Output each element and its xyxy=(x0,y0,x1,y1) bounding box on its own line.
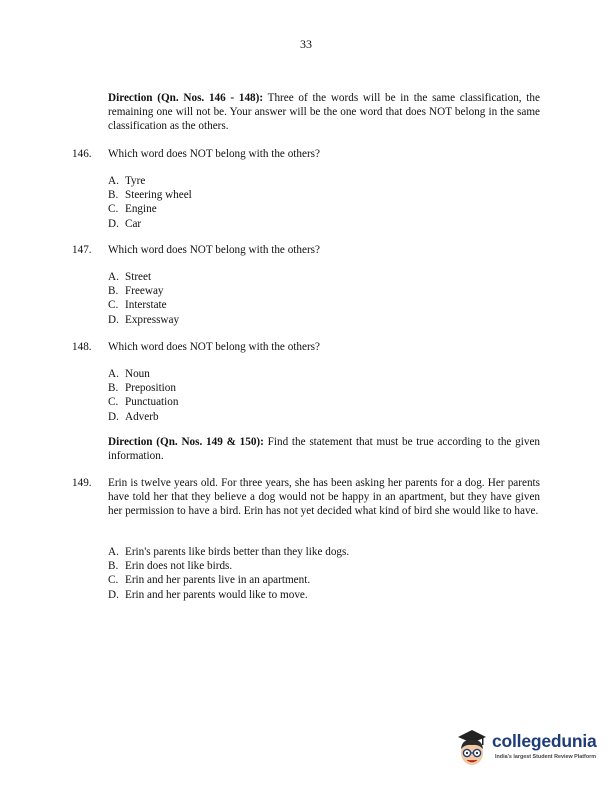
option-letter: D. xyxy=(108,313,119,326)
option-list xyxy=(108,270,179,327)
option-text: Freeway xyxy=(125,285,164,298)
option-item xyxy=(108,545,349,559)
collegedunia-brand xyxy=(452,727,602,769)
option-text: Adverb xyxy=(125,410,159,423)
option-text: Preposition xyxy=(125,382,176,395)
option-letter: C. xyxy=(108,203,119,216)
option-letter: A. xyxy=(108,175,119,187)
option-letter: D. xyxy=(108,410,119,423)
option-item xyxy=(108,410,178,424)
option-item xyxy=(108,559,349,573)
option-letter: C. xyxy=(108,396,119,409)
option-item xyxy=(108,298,179,312)
option-item xyxy=(108,588,349,602)
question-number: 149. xyxy=(72,477,92,489)
brand-tagline: India's largest Student Review Platform xyxy=(495,754,597,760)
option-letter: A. xyxy=(108,271,119,283)
option-text: Car xyxy=(125,217,142,230)
option-item xyxy=(108,395,178,409)
question-text: Which word does NOT belong with the others? xyxy=(108,148,320,160)
question-text: Which word does NOT belong with the others? xyxy=(108,244,320,256)
option-item xyxy=(108,202,192,216)
option-letter: D. xyxy=(108,217,119,230)
question-text: Erin is twelve years old. For three years, she has been asking her parents for a dog. Her parents have told her that they believe a dog would not be happy in an apartment, but they have given her permission to have a bird. Erin has not yet decided what kind of bird she would like to have. xyxy=(108,477,540,518)
option-letter: A. xyxy=(108,546,119,558)
brand-name: collegedunia xyxy=(492,731,597,751)
question-number: 148. xyxy=(72,341,92,353)
option-item xyxy=(108,174,192,188)
page-number: 33 xyxy=(300,37,312,51)
option-item xyxy=(108,573,349,587)
option-letter: D. xyxy=(108,588,119,601)
option-letter: A. xyxy=(108,368,119,380)
direction-text: Find the statement that must be true according to the given information. xyxy=(108,436,541,463)
option-text: Erin does not like birds. xyxy=(125,560,233,573)
option-item xyxy=(108,217,192,231)
question-text: Which word does NOT belong with the others? xyxy=(108,341,320,353)
option-text: Steering wheel xyxy=(125,189,192,202)
option-item xyxy=(108,381,178,395)
option-text: Noun xyxy=(125,368,150,380)
mascot-logo-icon xyxy=(452,727,492,769)
option-letter: B. xyxy=(108,560,119,573)
option-list xyxy=(108,367,178,424)
question-number: 147. xyxy=(72,244,92,256)
question-number: 146. xyxy=(72,148,92,160)
direction-paragraph xyxy=(108,91,540,134)
option-letter: B. xyxy=(108,285,119,298)
option-text: Engine xyxy=(125,203,157,216)
option-text: Erin's parents like birds better than they like dogs. xyxy=(125,546,350,558)
option-text: Erin and her parents would like to move. xyxy=(125,588,308,601)
option-list xyxy=(108,174,192,231)
option-text: Punctuation xyxy=(125,396,179,409)
direction-text: Three of the words will be in the same classification, the remaining one will not be. Your answer will be the one word that does NOT belong in the same classification as the others. xyxy=(108,92,540,133)
option-letter: C. xyxy=(108,574,119,587)
option-item xyxy=(108,367,178,381)
option-letter: B. xyxy=(108,382,119,395)
option-text: Erin and her parents live in an apartment. xyxy=(125,574,311,587)
option-item xyxy=(108,188,192,202)
option-text: Street xyxy=(125,271,152,283)
option-item xyxy=(108,313,179,327)
option-text: Expressway xyxy=(125,313,180,326)
direction-paragraph xyxy=(108,435,540,463)
option-text: Interstate xyxy=(125,299,167,312)
option-item xyxy=(108,284,179,298)
direction-label: Direction (Qn. Nos. 149 & 150): xyxy=(108,436,264,448)
option-letter: C. xyxy=(108,299,119,312)
option-text: Tyre xyxy=(125,175,146,187)
option-item xyxy=(108,270,179,284)
direction-label: Direction (Qn. Nos. 146 - 148): xyxy=(108,92,264,104)
option-letter: B. xyxy=(108,189,119,202)
option-list xyxy=(108,545,349,602)
